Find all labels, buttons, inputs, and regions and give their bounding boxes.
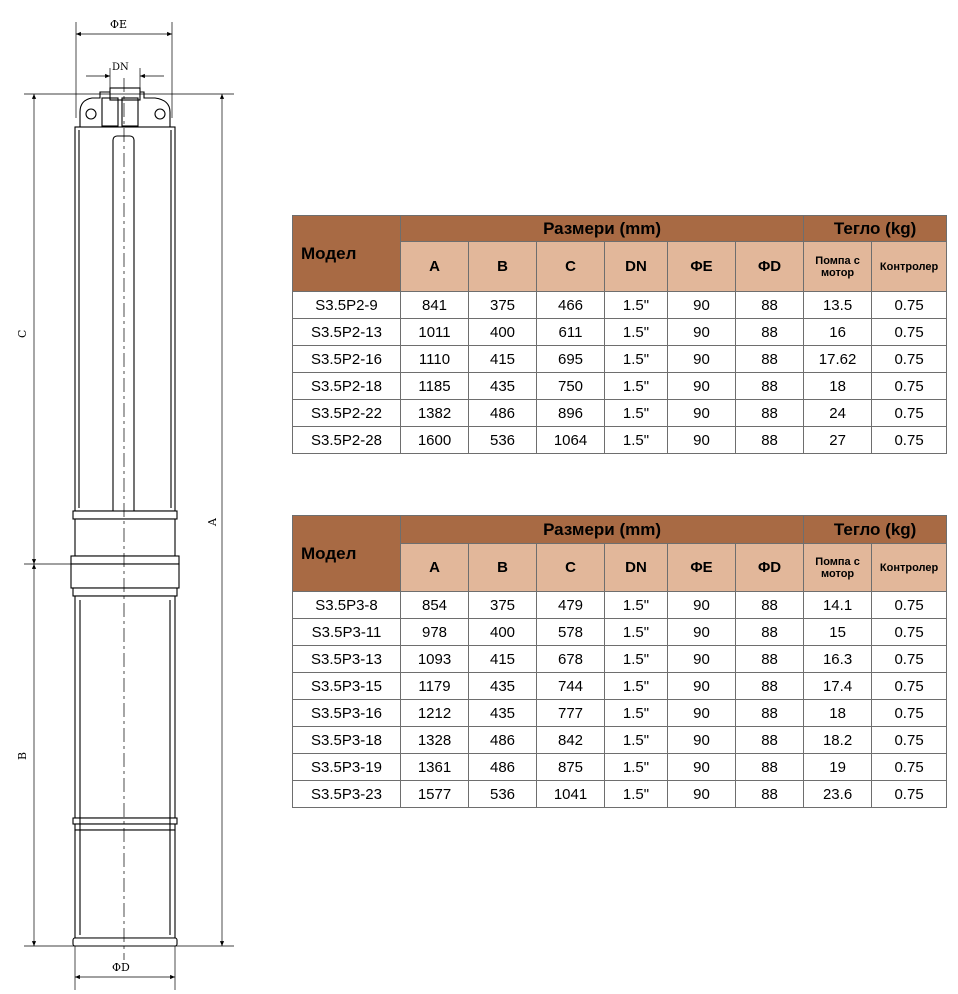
cell-a: 978	[401, 619, 469, 646]
cell-model: S3.5P3-23	[293, 781, 401, 808]
cell-controller-weight: 0.75	[872, 427, 947, 454]
cell-pump-motor-weight: 13.5	[804, 292, 872, 319]
cell-b: 400	[469, 619, 537, 646]
cell-model: S3.5P3-11	[293, 619, 401, 646]
cell-phiE: 90	[668, 727, 736, 754]
table-row	[293, 292, 947, 319]
table-row	[293, 427, 947, 454]
cell-pump-motor-weight: 18	[804, 700, 872, 727]
cell-c: 578	[537, 619, 605, 646]
cell-controller-weight: 0.75	[872, 592, 947, 619]
cell-pump-motor-weight: 17.4	[804, 673, 872, 700]
cell-phiE: 90	[668, 592, 736, 619]
header-col-c: C	[537, 544, 605, 592]
header-model: Модел	[293, 216, 401, 292]
table-row	[293, 373, 947, 400]
dim-label-b: B	[16, 751, 29, 760]
cell-controller-weight: 0.75	[872, 373, 947, 400]
cell-c: 466	[537, 292, 605, 319]
cell-model: S3.5P3-8	[293, 592, 401, 619]
cell-dn: 1.5"	[605, 700, 668, 727]
header-col-c: C	[537, 242, 605, 292]
header-col-dn: DN	[605, 544, 668, 592]
header-col-phiD: ΦD	[736, 544, 804, 592]
header-controller: Контролер	[872, 544, 947, 592]
cell-pump-motor-weight: 18	[804, 373, 872, 400]
header-dimensions: Размери (mm)	[401, 516, 804, 544]
cell-model: S3.5P3-18	[293, 727, 401, 754]
dim-label-a: A	[206, 518, 219, 526]
cell-c: 611	[537, 319, 605, 346]
cell-b: 375	[469, 592, 537, 619]
cell-dn: 1.5"	[605, 673, 668, 700]
header-col-phiD: ΦD	[736, 242, 804, 292]
cell-phiD: 88	[736, 673, 804, 700]
cell-phiE: 90	[668, 346, 736, 373]
cell-pump-motor-weight: 23.6	[804, 781, 872, 808]
cell-b: 486	[469, 400, 537, 427]
cell-pump-motor-weight: 17.62	[804, 346, 872, 373]
cell-pump-motor-weight: 18.2	[804, 727, 872, 754]
cell-phiD: 88	[736, 346, 804, 373]
cell-b: 415	[469, 346, 537, 373]
cell-b: 486	[469, 754, 537, 781]
cell-controller-weight: 0.75	[872, 292, 947, 319]
cell-a: 1179	[401, 673, 469, 700]
header-col-dn: DN	[605, 242, 668, 292]
cell-model: S3.5P2-16	[293, 346, 401, 373]
cell-controller-weight: 0.75	[872, 400, 947, 427]
cell-model: S3.5P2-22	[293, 400, 401, 427]
cell-c: 896	[537, 400, 605, 427]
cell-b: 486	[469, 727, 537, 754]
pump-outline	[71, 88, 179, 946]
spec-table-p3-body	[293, 592, 947, 808]
cell-phiE: 90	[668, 427, 736, 454]
header-col-b: B	[469, 544, 537, 592]
cell-b: 435	[469, 673, 537, 700]
cell-phiD: 88	[736, 727, 804, 754]
cell-a: 1600	[401, 427, 469, 454]
cell-c: 750	[537, 373, 605, 400]
cell-pump-motor-weight: 24	[804, 400, 872, 427]
cell-a: 1093	[401, 646, 469, 673]
cell-controller-weight: 0.75	[872, 754, 947, 781]
header-col-phiE: ΦE	[668, 544, 736, 592]
cell-b: 435	[469, 373, 537, 400]
cell-c: 842	[537, 727, 605, 754]
cell-model: S3.5P2-18	[293, 373, 401, 400]
cell-phiE: 90	[668, 700, 736, 727]
cell-dn: 1.5"	[605, 619, 668, 646]
cell-model: S3.5P3-15	[293, 673, 401, 700]
header-weight: Тегло (kg)	[804, 216, 947, 242]
table-row	[293, 727, 947, 754]
cell-c: 1064	[537, 427, 605, 454]
header-weight: Тегло (kg)	[804, 516, 947, 544]
cell-controller-weight: 0.75	[872, 646, 947, 673]
cell-phiD: 88	[736, 781, 804, 808]
cell-controller-weight: 0.75	[872, 319, 947, 346]
header-dimensions: Размери (mm)	[401, 216, 804, 242]
cell-dn: 1.5"	[605, 646, 668, 673]
cell-c: 1041	[537, 781, 605, 808]
cell-controller-weight: 0.75	[872, 700, 947, 727]
spec-table-p2-body	[293, 292, 947, 454]
cell-phiE: 90	[668, 373, 736, 400]
cell-dn: 1.5"	[605, 346, 668, 373]
header-controller: Контролер	[872, 242, 947, 292]
cell-model: S3.5P2-13	[293, 319, 401, 346]
header-model: Модел	[293, 516, 401, 592]
cell-phiD: 88	[736, 373, 804, 400]
dim-label-phiD: ΦD	[112, 961, 130, 974]
cell-c: 875	[537, 754, 605, 781]
spec-table-p3	[292, 515, 947, 808]
cell-c: 744	[537, 673, 605, 700]
cell-phiE: 90	[668, 646, 736, 673]
cell-pump-motor-weight: 27	[804, 427, 872, 454]
table-row	[293, 646, 947, 673]
cell-dn: 1.5"	[605, 373, 668, 400]
cell-a: 841	[401, 292, 469, 319]
dim-label-dn: DN	[112, 62, 129, 73]
cell-dn: 1.5"	[605, 754, 668, 781]
cell-c: 678	[537, 646, 605, 673]
cell-pump-motor-weight: 19	[804, 754, 872, 781]
cell-phiD: 88	[736, 427, 804, 454]
cell-controller-weight: 0.75	[872, 619, 947, 646]
cell-controller-weight: 0.75	[872, 781, 947, 808]
cell-model: S3.5P3-13	[293, 646, 401, 673]
cell-dn: 1.5"	[605, 427, 668, 454]
cell-pump-motor-weight: 16.3	[804, 646, 872, 673]
cell-phiD: 88	[736, 619, 804, 646]
cell-c: 695	[537, 346, 605, 373]
header-pump-motor: Помпа с мотор	[804, 242, 872, 292]
cell-phiE: 90	[668, 292, 736, 319]
cell-c: 777	[537, 700, 605, 727]
cell-dn: 1.5"	[605, 400, 668, 427]
cell-pump-motor-weight: 15	[804, 619, 872, 646]
cell-model: S3.5P3-16	[293, 700, 401, 727]
cell-phiE: 90	[668, 319, 736, 346]
cell-phiD: 88	[736, 400, 804, 427]
cell-model: S3.5P2-28	[293, 427, 401, 454]
cell-phiD: 88	[736, 292, 804, 319]
cell-pump-motor-weight: 16	[804, 319, 872, 346]
cell-phiD: 88	[736, 319, 804, 346]
table-row	[293, 319, 947, 346]
pump-dimension-drawing	[0, 0, 250, 994]
cell-a: 1361	[401, 754, 469, 781]
cell-phiE: 90	[668, 400, 736, 427]
cell-phiE: 90	[668, 673, 736, 700]
spec-table-p2	[292, 215, 947, 454]
table-row	[293, 700, 947, 727]
cell-a: 1185	[401, 373, 469, 400]
cell-phiD: 88	[736, 700, 804, 727]
table-row	[293, 346, 947, 373]
cell-b: 536	[469, 781, 537, 808]
table-row	[293, 781, 947, 808]
cell-b: 400	[469, 319, 537, 346]
cell-dn: 1.5"	[605, 781, 668, 808]
cell-b: 536	[469, 427, 537, 454]
cell-a: 1212	[401, 700, 469, 727]
cell-c: 479	[537, 592, 605, 619]
header-pump-motor: Помпа с мотор	[804, 544, 872, 592]
dim-label-phiE: ΦE	[110, 18, 128, 31]
table-row	[293, 400, 947, 427]
cell-b: 435	[469, 700, 537, 727]
cell-phiD: 88	[736, 646, 804, 673]
cell-a: 1011	[401, 319, 469, 346]
cell-phiE: 90	[668, 619, 736, 646]
cell-dn: 1.5"	[605, 319, 668, 346]
cell-dn: 1.5"	[605, 592, 668, 619]
cell-phiD: 88	[736, 754, 804, 781]
cell-controller-weight: 0.75	[872, 673, 947, 700]
dim-label-c: C	[16, 329, 29, 338]
header-col-phiE: ΦE	[668, 242, 736, 292]
table-row	[293, 673, 947, 700]
cell-a: 1328	[401, 727, 469, 754]
table-row	[293, 592, 947, 619]
cell-controller-weight: 0.75	[872, 346, 947, 373]
cell-pump-motor-weight: 14.1	[804, 592, 872, 619]
cell-a: 854	[401, 592, 469, 619]
header-col-a: A	[401, 242, 469, 292]
cell-model: S3.5P3-19	[293, 754, 401, 781]
cell-a: 1382	[401, 400, 469, 427]
cell-phiD: 88	[736, 592, 804, 619]
cell-phiE: 90	[668, 781, 736, 808]
cell-a: 1110	[401, 346, 469, 373]
cell-model: S3.5P2-9	[293, 292, 401, 319]
cell-a: 1577	[401, 781, 469, 808]
header-col-a: A	[401, 544, 469, 592]
header-col-b: B	[469, 242, 537, 292]
table-row	[293, 754, 947, 781]
cell-b: 415	[469, 646, 537, 673]
cell-b: 375	[469, 292, 537, 319]
cell-controller-weight: 0.75	[872, 727, 947, 754]
cell-dn: 1.5"	[605, 727, 668, 754]
cell-phiE: 90	[668, 754, 736, 781]
cell-dn: 1.5"	[605, 292, 668, 319]
table-row	[293, 619, 947, 646]
